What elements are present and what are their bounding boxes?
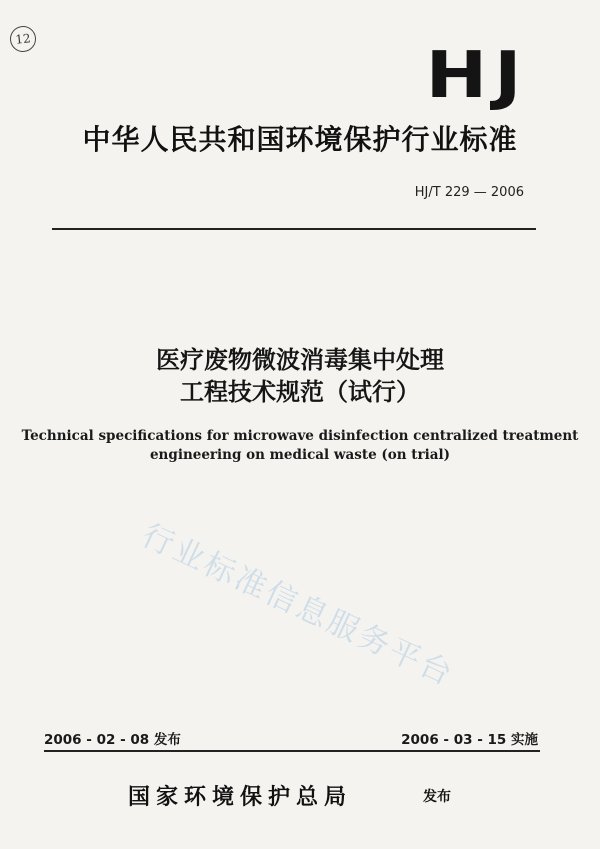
issuer-suffix: 发布 [423,789,451,805]
document-title-line2: 工程技术规范（试行） [180,378,420,406]
top-divider [52,228,536,230]
implementation-date: 2006 - 03 - 15 实施 [401,732,538,748]
english-title-line2: engineering on medical waste (on trial) [149,447,451,463]
issue-date: 2006 - 02 - 08 发布 [44,732,181,748]
english-title-line1: Technical specifications for microwave disinfection centralized treatment [21,428,579,444]
handwritten-page-mark: 12 [9,25,38,54]
document-title-line1: 医疗废物微波消毒集中处理 [156,346,444,374]
watermark: 行业标准信息服务平台 [136,517,460,694]
standard-title: 中华人民共和国环境保护行业标准 [82,123,518,156]
standard-code: HJ/T 229 — 2006 [414,185,524,200]
bottom-divider [44,750,540,752]
issuer: 国家环境保护总局 [128,785,353,810]
hj-logo: HJ [425,39,528,113]
